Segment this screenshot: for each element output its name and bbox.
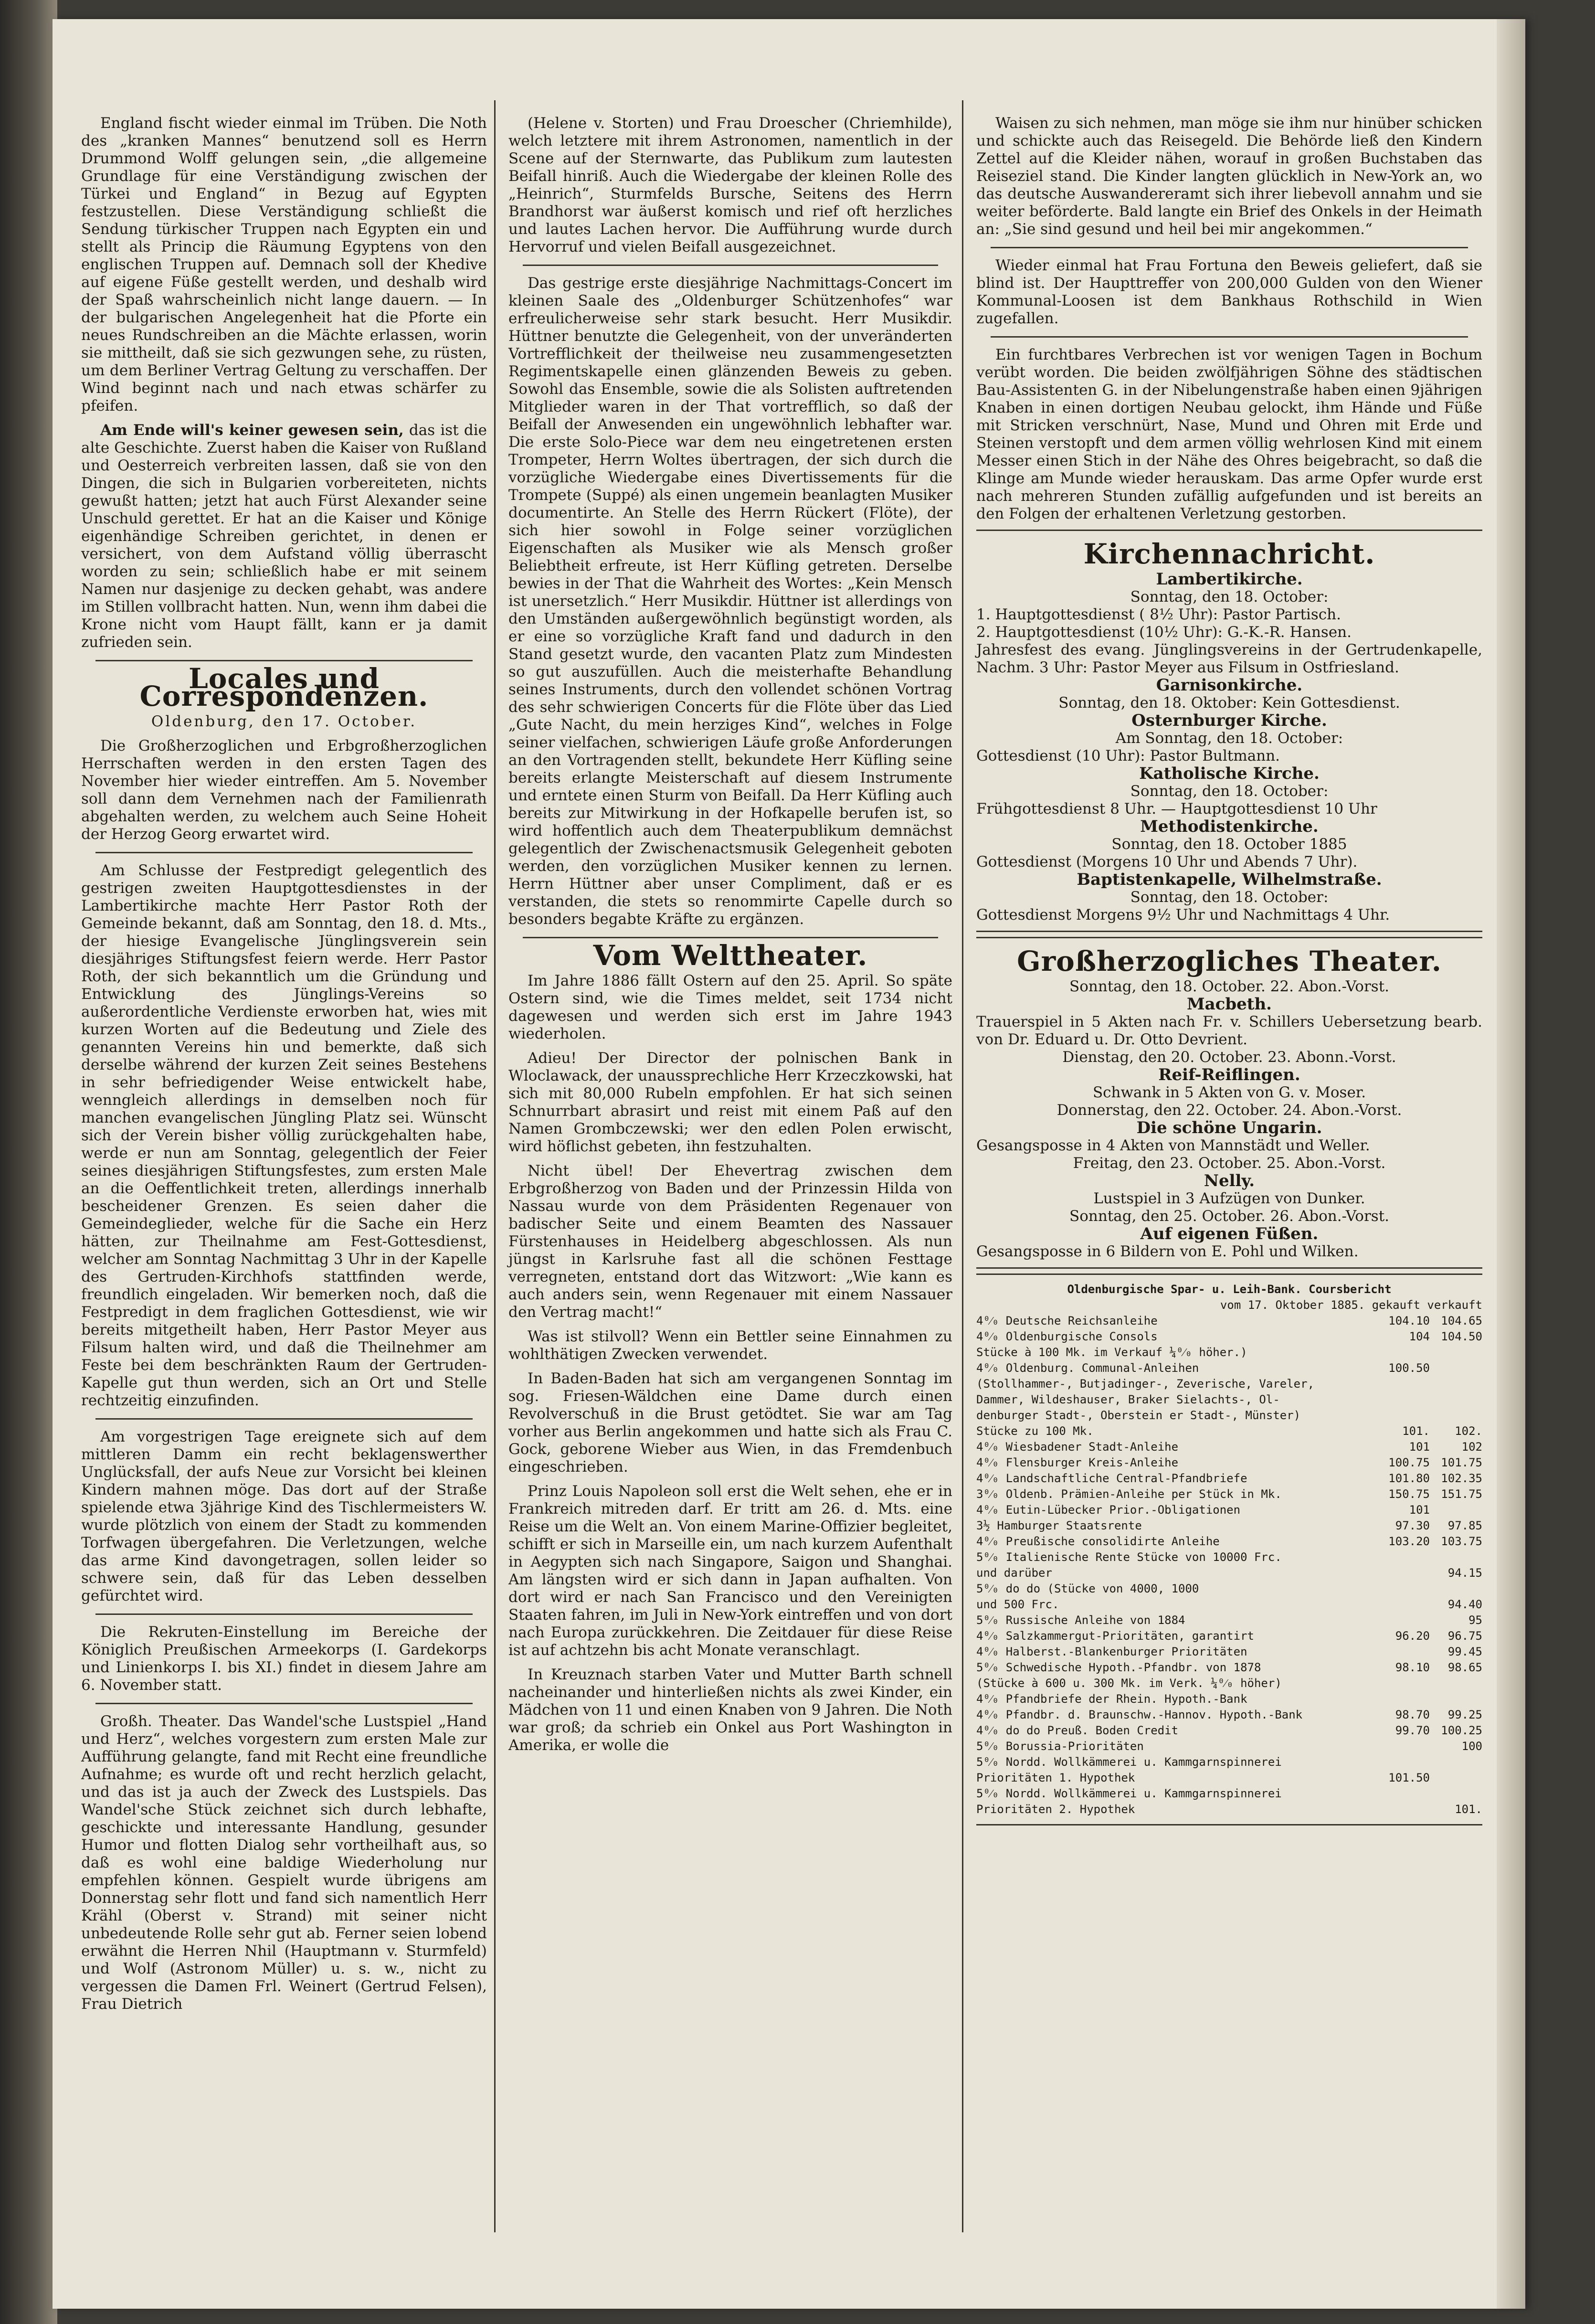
- theatre-line: Die schöne Ungarin.: [1136, 1118, 1322, 1137]
- stock-buy: 104: [1409, 1330, 1430, 1343]
- church-line: Sonntag, den 18. October:: [1130, 588, 1329, 605]
- stock-quote-row: [976, 1439, 1482, 1455]
- article-concert: Das gestrige erste diesjährige Nachmittags-Concert im kleinen Saale des „Oldenburger Schützenhofes“ war erfreulicherweise sehr stark besucht. Herr Musikdir. Hüttner benutzte die Gelegenheit, von der unveränderten Vortrefflichkeit der theilweise neu zusammengesetzten Regimentskapelle einen glänzenden Beweis zu geben. Sowohl das Ensemble, sowie die als Solisten auftretenden Mitglieder waren in der That vortrefflich, so daß der Beifall der Anwesenden ein ungewöhnlich lebhafter war. Die erste Solo-Piece war dem neu eingetretenen ersten Trompeter, Herrn Woltes übertragen, der sich durch die vorzügliche Wiedergabe eines Divertissements für die Trompete (Suppé) als einen ungemein beanlagten Musiker documentirte. An Stelle des Herrn Rückert (Flöte), der sich hier sowohl in Folge seiner vorzüglichen Eigenschaften als Musiker wie als Mensch großer Beliebtheit erfreute, ist Herr Küfling getreten. Derselbe bewies in der That die Wahrheit des Wortes: „Kein Mensch ist unersetzlich.“ Herr Musikdir. Hüttner ist allerdings von den Umständen außergewöhnlich begünstigt worden, als er eine so vorzügliche Kraft fand und dadurch in den Stand gesetzt wurde, den vacanten Platz zum Mindesten so gut auszufüllen. Auch die meisterhafte Behandlung seines Instruments, durch den vollendet schönen Vortrag des sehr schwierigen Concerts für die Flöte über das Lied „Gute Nacht, du mein herziges Kind“, welches in Folge seiner vielfachen, schwierigen Läufe große Anforderungen an den Vortragenden stellt, bekundete Herr Küfling seine bereits erlangte Meisterschaft auf diesem Instrumente und erntete einen Sturm von Beifall. Da Herr Küfling auch bereits zur Mitwirkung in der Hofkapelle berufen ist, so wird hoffentlich auch dem Theaterpublikum demnächst gelegentlich der Zwischenactsmusik Gelegenheit geboten werden, den vorzüglichen Musiker kennen zu lernen. Herrn Hüttner aber unser Compliment, daß er es verstanden, die stets so renommirte Capelle durch so besonders begabte Kräfte zu ergänzen.: [508, 275, 952, 928]
- church-line: 2. Hauptgottesdienst (10½ Uhr): G.-K.-R. Hansen.: [976, 624, 1352, 641]
- stock-quote-row: [976, 1660, 1482, 1676]
- theatre-line: Nelly.: [1204, 1171, 1255, 1190]
- stock-name: 4⁰⁄₀ Salzkammergut-Prioritäten, garantirt: [976, 1629, 1254, 1643]
- stock-quotes: [976, 1273, 1482, 1825]
- stock-sell: [1430, 1581, 1482, 1597]
- theatre-line: Reif-Reiflingen.: [1158, 1065, 1300, 1084]
- church-line: Sonntag, den 18. October 1885: [1111, 836, 1347, 853]
- article-bulgaria: Am Ende will's keiner gewesen sein, das ist die alte Geschichte. Zuerst haben die Kaiser von Rußland und Oesterreich verbreiten lassen, daß sie von den Dingen, die sich in Bulgarien vorbereiteten, nichts gewußt hatten; jetzt hat auch Fürst Alexander seine Unschuld gerettet. Er hat an die Kaiser und Könige eigenhändige Schreiben gerichtet, in denen er versichert, von dem Aufstand völlig überrascht worden zu sein; schließlich habe er mit seinem Namen nur dasjenige zu decken gehabt, was andere im Stillen vollbracht hatten. Nun, wenn ihm dabei die Krone nicht vom Haupt fällt, kann er ja damit zufrieden sein.: [81, 422, 487, 651]
- article-rekruten: Die Rekruten-Einstellung im Bereiche der Königlich Preußischen Armeekorps (I. Gardekorps und Linienkorps I. bis XI.) findet in diesem Jahre am 6. November statt.: [81, 1624, 487, 1694]
- stock-quote-row: [976, 1534, 1482, 1549]
- column-3: [976, 115, 1482, 1825]
- section-heading-theater: Großherzogliches Theater.: [1017, 945, 1442, 977]
- stock-buy: 100.75: [1388, 1456, 1430, 1469]
- church-line: Am Sonntag, den 18. October:: [1115, 730, 1343, 747]
- stock-name: 3½ Hamburger Staatsrente: [976, 1519, 1142, 1532]
- stock-quote-row: [976, 1770, 1482, 1786]
- article-baden: In Baden-Baden hat sich am vergangenen Sonntag im sog. Friesen-Wäldchen eine Dame durch einen Revolverschuß in die Brust getödtet. Sie war am Tag vorher aus Berlin angekommen und hatte sich als Frau C. Gock, geborene Wieber aus Wien, in das Fremdenbuch eingeschrieben.: [508, 1370, 952, 1475]
- article-herrschaften: Die Großherzoglichen und Erbgroßherzoglichen Herrschaften werden in den ersten Tagen des November hier wieder eintreffen. Am 5. November soll dann dem Vernehmen nach der Familienrath abgehalten werden, zu welchem auch Seine Hoheit der Herzog Georg erwartet wird.: [81, 737, 487, 843]
- stock-buy: 99.70: [1395, 1724, 1430, 1737]
- stock-buy: 101.80: [1388, 1472, 1430, 1485]
- divider: [95, 1703, 473, 1704]
- stock-sell: 104.65: [1441, 1314, 1482, 1327]
- stock-buy: 96.20: [1395, 1629, 1430, 1643]
- section-heading-welttheater: Vom Welttheater.: [593, 939, 868, 972]
- stock-buy: [1377, 1408, 1430, 1423]
- stock-quote-row: [976, 1329, 1482, 1345]
- theatre-line: Auf eigenen Füßen.: [1140, 1224, 1319, 1243]
- article-adieu: Adieu! Der Director der polnischen Bank in Wloclawack, der unaussprechliche Herr Krzeczkowski, hat sich mit 80,000 Rubeln empfohlen. Er hat sich seinen Schnurrbart abrasirt und reist mit einem Paß auf den Namen Grombczewski; wer den edlen Polen erwischt, wird höflichst gebeten, ihn festzuhalten.: [508, 1050, 952, 1155]
- stock-quote-row: [976, 1423, 1482, 1439]
- column-2: [508, 115, 952, 1761]
- stock-sell: [1430, 1549, 1482, 1565]
- stock-buy: 101: [1409, 1440, 1430, 1454]
- stock-quote-row: [976, 1486, 1482, 1502]
- stock-quote-row: [976, 1613, 1482, 1628]
- stock-name: 3⁰⁄₀ Oldenb. Prämien-Anleihe per Stück in Mk.: [976, 1487, 1282, 1501]
- stock-sell: [1430, 1770, 1482, 1786]
- stock-quote-row: [976, 1392, 1482, 1408]
- article-ungluecksfall: Am vorgestrigen Tage ereignete sich auf dem mittleren Damm ein recht beklagenswerther Unglücksfall, der aufs Neue zur Vorsicht bei kleinen Kindern mahnen möge. Das dort auf der Straße spielende etwa 3jährige Kind des Tischlermeisters W. wurde plötzlich von einem der Stadt zu kommenden Torfwagen übergefahren. Die Verletzungen, welche das arme Kind davongetragen, sollen leider so schwere sein, daß für das Leben desselben gefürchtet wird.: [81, 1428, 487, 1604]
- divider: [523, 937, 938, 938]
- book-spine: [0, 0, 57, 2324]
- stock-quote-row: [976, 1502, 1482, 1518]
- divider: [95, 660, 473, 661]
- stock-quote-row: [976, 1471, 1482, 1486]
- church-line: Katholische Kirche.: [1139, 764, 1320, 783]
- divider: [991, 336, 1468, 338]
- church-line: Gottesdienst (Morgens 10 Uhr und Abends 7 Uhr).: [976, 853, 1358, 870]
- stock-sell: 97.85: [1447, 1519, 1482, 1532]
- article-kreuznach-cont: Waisen zu sich nehmen, man möge sie ihm nur hinüber schicken und schickte auch das Reisegeld. Die Behörde ließ den Kindern Zettel auf die Kleider nähen, worauf in großen Buchstaben das Reiseziel stand. Die Kinder langten glücklich in New-York an, wo das deutsche Auswandereramt sich ihrer liebevoll annahm und sie weiter beförderte. Bald langte ein Brief des Onkels in der Heimath an: „Sie sind gesund und heil bei mir angekommen.“: [976, 115, 1482, 238]
- stock-name: Dammer, Wildeshauser, Braker Sielachts-, Ol-: [976, 1393, 1280, 1406]
- article-headline: Am Ende will's keiner gewesen sein,: [100, 422, 404, 439]
- stock-sell: 101.75: [1441, 1456, 1482, 1469]
- article-kreuznach: In Kreuznach starben Vater und Mutter Barth schnell nacheinander und hinterließen nichts als zwei Kinder, ein Mädchen von 11 und einen Knaben von 9 Jahren. Die Noth war groß; da schrieb ein Onkel aus Port Washington in Amerika, er wolle die: [508, 1666, 952, 1754]
- stock-buy: [1377, 1549, 1430, 1565]
- stock-quote-row: [976, 1313, 1482, 1329]
- page-edge: [1497, 19, 1525, 2309]
- divider: [95, 1613, 473, 1615]
- article-stilvoll: Was ist stilvoll? Wenn ein Bettler seine Einnahmen zu wohlthätigen Zwecken verwendet.: [508, 1328, 952, 1363]
- stock-quote-row: [976, 1676, 1482, 1691]
- church-line: Methodistenkirche.: [1140, 817, 1319, 836]
- church-line: Lambertikirche.: [1156, 570, 1303, 589]
- stock-quote-row: [976, 1518, 1482, 1534]
- divider: [523, 265, 938, 266]
- stock-buy: 101.50: [1388, 1771, 1430, 1784]
- stock-quote-row: [976, 1581, 1482, 1597]
- stock-sell: 94.15: [1447, 1566, 1482, 1580]
- stock-quote-row: [976, 1408, 1482, 1423]
- stock-sell: 94.40: [1447, 1598, 1482, 1611]
- stock-quote-row: [976, 1455, 1482, 1471]
- stock-buy: 150.75: [1388, 1487, 1430, 1501]
- stock-quote-row: [976, 1723, 1482, 1739]
- stock-name: 4⁰⁄₀ Oldenburgische Consols: [976, 1330, 1158, 1343]
- stock-buy: 100.50: [1388, 1361, 1430, 1375]
- stock-sell: 98.65: [1447, 1661, 1482, 1674]
- stock-buy: 103.20: [1388, 1535, 1430, 1548]
- theatre-line: Macbeth.: [1186, 995, 1272, 1014]
- stock-buy: [1377, 1786, 1430, 1802]
- stock-sell: 95: [1468, 1613, 1482, 1627]
- stock-sell: [1430, 1502, 1482, 1518]
- theatre-line: Donnerstag, den 22. October. 24. Abon.-Vorst.: [1056, 1102, 1402, 1119]
- stock-quote-row: [976, 1628, 1482, 1644]
- column-rule: [494, 100, 496, 2232]
- article-theater-cont: (Helene v. Storten) und Frau Droescher (Chriemhilde), welch letztere mit ihrem Astronomen, namentlich in der Scene auf der Sternwarte, das Publikum zum lautesten Beifall hinriß. Auch die Wiedergabe der kleinen Rolle des „Heinrich“, Sturmfelds Bursche, Seitens des Herrn Brandhorst war äußerst komisch und rief oft herzliches und lautes Lachen hervor. Die Aufführung wurde durch Hervorruf und vielen Beifall ausgezeichnet.: [508, 115, 952, 255]
- stock-sell: [1430, 1345, 1482, 1360]
- stock-buy: 101: [1409, 1503, 1430, 1517]
- stock-name: 4⁰⁄₀ Halberst.-Blankenburger Prioritäten: [976, 1645, 1247, 1658]
- stock-name: 4⁰⁄₀ Deutsche Reichsanleihe: [976, 1314, 1158, 1327]
- column-rule: [962, 100, 963, 2232]
- article-theater: Großh. Theater. Das Wandel'sche Lustspiel „Hand und Herz“, welches vorgestern zum ersten Male zur Aufführung gelangte, fand mit Recht eine freundliche Aufnahme; es wurde oft und recht herzlich gelacht, und das ist ja auch der Zweck des Lustspiels. Das Wandel'sche Stück zeichnet sich durch lebhafte, geschickte und interessante Handlung, gesunder Humor und flotten Dialog sehr vortheilhaft aus, so daß es wohl eine baldige Wiederholung nur empfehlen können. Gespielt wurde übrigens am Donnerstag sehr flott und fand sich namentlich Herr Krähl (Oberst v. Strand) mit seiner nicht unbedeutende Rolle sehr gut ab. Ferner seien lobend erwähnt die Herren Nhil (Hauptmann v. Sturmfeld) und Wolf (Astronom Müller) u. s. w., nicht zu vergessen die Damen Frl. Weinert (Gertrud Felsen), Frau Dietrich: [81, 1713, 487, 2013]
- stock-name: 5⁰⁄₀ do do (Stücke von 4000, 1000: [976, 1582, 1199, 1595]
- stock-name: 5⁰⁄₀ Borussia-Prioritäten: [976, 1740, 1144, 1753]
- article-egypt: England fischt wieder einmal im Trüben. Die Noth des „kranken Mannes“ benutzend soll es Herrn Drummond Wolff gelungen sein, „die allgemeine Grundlage für eine Verständigung zwischen der Türkei und England“ in Bezug auf Egypten festzustellen. Diese Verständigung schließt die Sendung türkischer Truppen nach Egypten ein und stellt als Princip die Räumung Egyptens von den englischen Truppen auf. Demnach soll der Khedive auf eigene Füße gestellt werden, und deshalb wird der Spaß wahrscheinlich nicht lange dauern. — In der bulgarischen Angelegenheit hat die Pforte ein neues Rundschreiben an die Mächte erlassen, worin sie mittheilt, daß sie sich gezwungen sehe, zu rüsten, um dem Berliner Vertrag Geltung zu verschaffen. Der Wind beginnt nach und nach etwas schärfer zu pfeifen.: [81, 115, 487, 414]
- stock-name: Prioritäten 1. Hypothek: [976, 1771, 1135, 1784]
- stock-buy: [1377, 1597, 1430, 1613]
- stock-quotes-list: [976, 1313, 1482, 1817]
- stock-name: 5⁰⁄₀ Italienische Rente Stücke von 10000 Frc.: [976, 1550, 1282, 1564]
- church-notices: [976, 530, 1482, 932]
- newspaper-page: [53, 19, 1525, 2309]
- stock-sell: 100: [1461, 1740, 1482, 1753]
- stock-name: 4⁰⁄₀ Preußische consolidirte Anleihe: [976, 1535, 1220, 1548]
- stock-name: 5⁰⁄₀ Nordd. Wollkämmerei u. Kammgarnspinnerei: [976, 1787, 1282, 1800]
- article-napoleon: Prinz Louis Napoleon soll erst die Welt sehen, ehe er in Frankreich mitreden darf. Er tritt am 26. d. Mts. eine Reise um die Welt an. Von einem Marine-Offizier begleitet, schifft er sich in Marseille ein, um nach kurzem Aufenthalt in Aegypten sich nach Singapore, Saigon und Shanghai. Am längsten wird er sich dann in Japan aufhalten. Von dort wird er nach San Francisco und den Vereinigten Staaten fahren, im Juli in New-York eintreffen und von dort nach Europa zurückkehren. Die Zeitdauer für diese Reise ist auf achtzehn bis acht Monate veranschlagt.: [508, 1483, 952, 1659]
- stock-sell: [1430, 1754, 1482, 1770]
- stock-sell: [1430, 1376, 1482, 1392]
- stock-sell: [1430, 1786, 1482, 1802]
- article-juenglingsverein: Am Schlusse der Festpredigt gelegentlich des gestrigen zweiten Hauptgottesdienstes in der Lambertikirche machte Herr Pastor Roth der Gemeinde bekannt, daß am Sonntag, den 18. d. Mts., der hiesige Evangelische Jünglingsverein sein diesjähriges Stiftungsfest feiern werde. Herr Pastor Roth, der sich bekanntlich um die Gründung und Entwicklung des Jünglings-Vereins so außerordentliche Verdienste erworben hat, wies mit kurzen Worten auf die Bedeutung und Ziele des genannten Vereins hin und bemerkte, daß sich derselbe während der kurzen Zeit seines Bestehens in sehr befriedigender Weise entwickelt habe, wenngleich allerdings in demselben noch für manchen evangelischen Jüngling Platz sei. Wünscht sich der Verein bisher völlig zurückgehalten habe, werde er nun am Sonntag, gelegentlich der Feier seines diesjährigen Stiftungsfestes, zum ersten Male an die Oeffentlichkeit treten, allerdings innerhalb bescheidener Grenzen. Es seien daher die Gemeindeglieder, welche für die Sache ein Herz hätten, zur Theilnahme am Fest-Gottesdienst, welcher am Sonntag Nachmittag 3 Uhr in der Kapelle des Gertruden-Kirchhofs stattfinden werde, freundlich eingeladen. Wir bemerken noch, daß die Festpredigt in dem fraglichen Gottesdienst, wie wir bereits mitgetheilt haben, Herr Pastor Meyer aus Filsum halten wird, und daß die Theilnehmer am Feste bei dem beschränkten Raum der Gertruden-Kapelle gut thun werden, sich an Ort und Stelle rechtzeitig einzufinden.: [81, 862, 487, 1409]
- stock-buy: [1377, 1345, 1430, 1360]
- stock-name: und 500 Frc.: [976, 1598, 1059, 1611]
- stock-quote-row: [976, 1691, 1482, 1707]
- stock-quote-row: [976, 1786, 1482, 1802]
- stock-sell: 96.75: [1447, 1629, 1482, 1643]
- stock-name: (Stücke à 600 u. 300 Mk. im Verk. ¼⁰⁄₀ höher): [976, 1677, 1282, 1690]
- stock-quote-row: [976, 1565, 1482, 1581]
- stock-sell: [1430, 1676, 1482, 1691]
- column-1: [81, 115, 487, 2020]
- stock-buy: [1377, 1644, 1430, 1660]
- theatre-line: Dienstag, den 20. October. 23. Abonn.-Vorst.: [1062, 1049, 1396, 1066]
- dateline: Oldenburg, den 17. October.: [151, 713, 417, 730]
- theatre-programme: [976, 937, 1482, 1269]
- theatre-list: [976, 978, 1482, 1261]
- stock-name: Stücke à 100 Mk. im Verkauf ¼⁰⁄₀ höher.): [976, 1346, 1247, 1359]
- stock-sell: 104.50: [1441, 1330, 1482, 1343]
- stock-quote-row: [976, 1707, 1482, 1723]
- stock-buy: [1377, 1581, 1430, 1597]
- stock-sell: 102: [1461, 1440, 1482, 1454]
- article-nicht-uebel: Nicht übel! Der Ehevertrag zwischen dem Erbgroßherzog von Baden und der Prinzessin Hilda von Nassau wurde von dem Präsidenten Regenauer von badischer Seite und einem Beamten des Nassauer Fürstenhauses in Heidelberg abgeschlossen. Als nun jüngst in Karlsruhe fast all die schönen Festtage verregneten, entstand dort das Witzwort: „Wie kann es auch anders sein, wenn Regenauer mit einem Nassauer den Vertrag macht!“: [508, 1162, 952, 1321]
- stock-quote-row: [976, 1376, 1482, 1392]
- stock-buy: [1377, 1565, 1430, 1581]
- article-verbrechen: Ein furchtbares Verbrechen ist vor wenigen Tagen in Bochum verübt worden. Die beiden zwölfjährigen Söhne des städtischen Bau-Assistenten G. in der Nibelungenstraße haben einen 9jährigen Knaben in einen dortigen Neubau gelockt, ihm Hände und Füße mit Stricken verschnürt, Nase, Mund und Ohren mit Erde und Steinen verstopft und dem armen völlig wehrlosen Kind mit einem Messer einen Stich in der Nähe des Ohres beigebracht, so daß die Klinge am Munde wieder herauskam. Das arme Opfer wurde erst nach mehreren Stunden zufällig aufgefunden und ist bereits an den Folgen der erhaltenen Verletzung gestorben.: [976, 346, 1482, 522]
- church-line: Garnisonkirche.: [1156, 676, 1303, 695]
- theatre-line: Gesangsposse in 6 Bildern von E. Pohl und Wilken.: [976, 1243, 1359, 1260]
- stock-buy: 97.30: [1395, 1519, 1430, 1532]
- stock-sell: [1430, 1691, 1482, 1707]
- stock-buy: 101.: [1402, 1424, 1430, 1438]
- theatre-line: Lustspiel in 3 Aufzügen von Dunker.: [1093, 1190, 1365, 1207]
- theatre-line: Sonntag, den 18. October. 22. Abon.-Vorst.: [1069, 978, 1390, 995]
- stock-quote-row: [976, 1644, 1482, 1660]
- divider: [95, 1418, 473, 1420]
- church-list: [976, 571, 1482, 924]
- church-line: Gottesdienst (10 Uhr): Pastor Bultmann.: [976, 747, 1280, 764]
- stock-name: denburger Stadt-, Oberstein er Stadt-, Münster): [976, 1409, 1301, 1422]
- stock-name: 4⁰⁄₀ Pfandbr. d. Braunschw.-Hannov. Hypoth.-Bank: [976, 1708, 1303, 1721]
- stock-buy: 98.70: [1395, 1708, 1430, 1721]
- article-fortuna: Wieder einmal hat Frau Fortuna den Beweis geliefert, daß sie blind ist. Der Haupttreffer von 200,000 Gulden von den Wiener Kommunal-Loosen ist dem Bankhaus Rothschild in Wien zugefallen.: [976, 257, 1482, 327]
- stock-sell: [1430, 1392, 1482, 1408]
- stock-sell: 100.25: [1441, 1724, 1482, 1737]
- stock-name: 4⁰⁄₀ Oldenburg. Communal-Anleihen: [976, 1361, 1199, 1375]
- stock-name: Stücke zu 100 Mk.: [976, 1424, 1094, 1438]
- church-line: Sonntag, den 18. Oktober: Kein Gottesdienst.: [1058, 694, 1400, 711]
- section-heading-locales: Locales und Correspondenzen.: [139, 662, 429, 712]
- stock-sell: 99.45: [1447, 1645, 1482, 1658]
- stock-name: 4⁰⁄₀ do do Preuß. Boden Credit: [976, 1724, 1179, 1737]
- stock-sell: 101.: [1455, 1803, 1482, 1816]
- stock-sell: [1430, 1360, 1482, 1376]
- stock-name: Prioritäten 2. Hypothek: [976, 1803, 1135, 1816]
- stock-buy: [1377, 1739, 1430, 1754]
- divider: [991, 247, 1468, 248]
- stock-buy: 98.10: [1395, 1661, 1430, 1674]
- stock-buy: [1377, 1691, 1430, 1707]
- stock-sell: [1430, 1408, 1482, 1423]
- church-line: Baptistenkapelle, Wilhelmstraße.: [1077, 870, 1382, 889]
- theatre-line: Gesangsposse in 4 Akten von Mannstädt und Weller.: [976, 1137, 1370, 1154]
- church-line: Jahresfest des evang. Jünglingsvereins in der Gertrudenkapelle, Nachm. 3 Uhr: Pastor Meyer aus Filsum in Ostfriesland.: [976, 641, 1482, 676]
- stock-name: 4⁰⁄₀ Pfandbriefe der Rhein. Hypoth.-Bank: [976, 1692, 1247, 1706]
- stock-sell: 103.75: [1441, 1535, 1482, 1548]
- stock-quote-row: [976, 1549, 1482, 1565]
- stock-quote-row: [976, 1739, 1482, 1754]
- stock-buy: [1377, 1376, 1430, 1392]
- stock-name: 4⁰⁄₀ Wiesbadener Stadt-Anleihe: [976, 1440, 1179, 1454]
- church-line: Gottesdienst Morgens 9½ Uhr und Nachmittags 4 Uhr.: [976, 906, 1390, 923]
- theatre-line: Schwank in 5 Akten von G. v. Moser.: [1092, 1084, 1366, 1101]
- stock-sell: 99.25: [1447, 1708, 1482, 1721]
- church-line: Frühgottesdienst 8 Uhr. — Hauptgottesdienst 10 Uhr: [976, 800, 1377, 817]
- stock-sell: 102.: [1455, 1424, 1482, 1438]
- stock-buy: [1377, 1676, 1430, 1691]
- stock-name: 5⁰⁄₀ Russische Anleihe von 1884: [976, 1613, 1185, 1627]
- theatre-line: Freitag, den 23. October. 25. Abon.-Vorst.: [1073, 1155, 1386, 1172]
- theatre-line: Sonntag, den 25. October. 26. Abon.-Vorst.: [1069, 1208, 1390, 1225]
- section-heading-kirchennachricht: Kirchennachricht.: [1083, 538, 1375, 570]
- stock-quote-row: [976, 1597, 1482, 1613]
- stock-quotes-title: Oldenburgische Spar- u. Leih-Bank. Coursbericht: [1067, 1283, 1392, 1296]
- stock-buy: [1377, 1802, 1430, 1817]
- stock-name: 4⁰⁄₀ Landschaftliche Central-Pfandbriefe: [976, 1472, 1247, 1485]
- stock-buy: 104.10: [1388, 1314, 1430, 1327]
- theatre-line: Trauerspiel in 5 Akten nach Fr. v. Schillers Uebersetzung bearb. von Dr. Eduard u. Dr. Otto Devrient.: [976, 1013, 1482, 1048]
- stock-sell: 151.75: [1441, 1487, 1482, 1501]
- stock-sell: 102.35: [1441, 1472, 1482, 1485]
- stock-buy: [1377, 1613, 1430, 1628]
- stock-quote-row: [976, 1754, 1482, 1770]
- stock-buy: [1377, 1754, 1430, 1770]
- stock-name: 4⁰⁄₀ Flensburger Kreis-Anleihe: [976, 1456, 1179, 1469]
- church-line: Osternburger Kirche.: [1131, 711, 1327, 730]
- stock-buy: [1377, 1392, 1430, 1408]
- church-line: Sonntag, den 18. October:: [1130, 783, 1329, 800]
- stock-name: 5⁰⁄₀ Schwedische Hypoth.-Pfandbr. von 1878: [976, 1661, 1261, 1674]
- church-line: 1. Hauptgottesdienst ( 8½ Uhr): Pastor Partisch.: [976, 606, 1341, 623]
- church-line: Sonntag, den 18. October:: [1130, 889, 1329, 906]
- stock-quote-row: [976, 1802, 1482, 1817]
- article-ostern: Im Jahre 1886 fällt Ostern auf den 25. April. So späte Ostern sind, wie die Times meldet, seit 1734 nicht dagewesen und werden sich erst im Jahre 1943 wiederholen.: [508, 972, 952, 1042]
- stock-quote-row: [976, 1360, 1482, 1376]
- stock-name: (Stollhammer-, Butjadinger-, Zeverische, Vareler,: [976, 1377, 1315, 1390]
- stock-quotes-subtitle: vom 17. Oktober 1885. gekauft verkauft: [1220, 1298, 1482, 1312]
- stock-name: 4⁰⁄₀ Eutin-Lübecker Prior.-Obligationen: [976, 1503, 1241, 1517]
- stock-name: 5⁰⁄₀ Nordd. Wollkämmerei u. Kammgarnspinnerei: [976, 1755, 1282, 1769]
- stock-name: und darüber: [976, 1566, 1052, 1580]
- divider: [95, 852, 473, 853]
- stock-quote-row: [976, 1345, 1482, 1360]
